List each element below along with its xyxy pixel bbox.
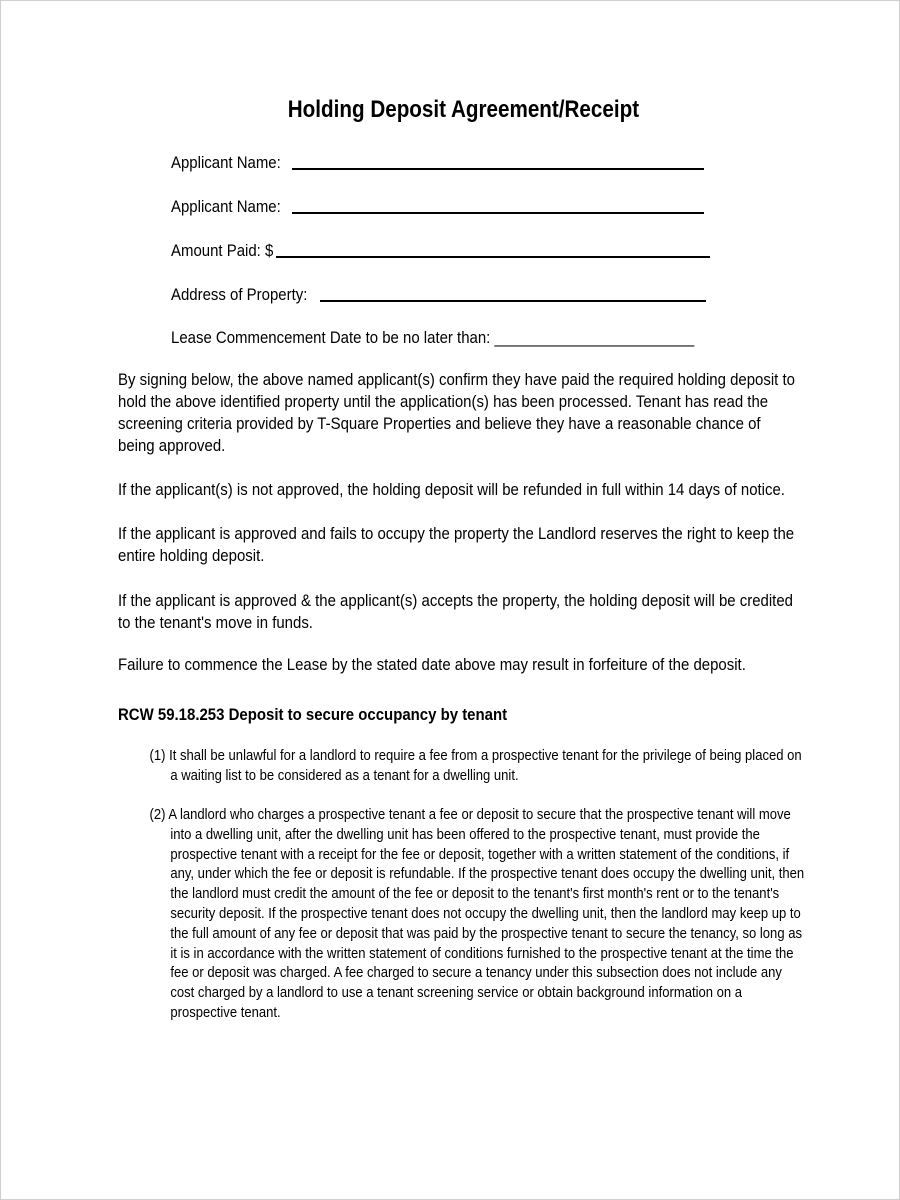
address-field	[171, 281, 706, 305]
paragraph-confirmation: By signing below, the above named applicant(s) confirm they have paid the required holding deposit to hold the above identified property until the application(s) has been processed. Tenant has read the screening criteria provided by T-Square Properties and believe they have a reasonable chance of being approved.	[118, 370, 795, 455]
amount-paid-label: Amount Paid: $	[171, 241, 274, 260]
lease-date-label: Lease Commencement Date to be no later than: ________________________	[171, 328, 695, 347]
applicant-name-label-2: Applicant Name:	[171, 197, 281, 216]
applicant-name-field-1	[171, 149, 704, 173]
statute-item-2	[146, 805, 807, 1023]
document-title: Holding Deposit Agreement/Receipt	[287, 96, 640, 123]
paragraph-fails-to-occupy: If the applicant is approved and fails to occupy the property the Landlord reserves the right to keep the entire holding deposit.	[118, 524, 795, 565]
applicant-name-line-2[interactable]	[292, 194, 704, 214]
statute-item-1	[146, 746, 807, 786]
lease-date-field	[171, 324, 766, 348]
applicant-name-label-1: Applicant Name:	[171, 153, 281, 172]
applicant-name-line-1[interactable]	[292, 150, 704, 170]
amount-paid-line[interactable]	[276, 238, 710, 258]
statute-item-2-number: (2)	[149, 806, 166, 823]
paragraph-not-approved: If the applicant(s) is not approved, the holding deposit will be refunded in full within 14 days of notice.	[118, 480, 785, 499]
address-line[interactable]	[320, 282, 706, 302]
applicant-name-field-2	[171, 193, 704, 217]
statute-item-1-text: (1) It shall be unlawful for a landlord to require a fee from a prospective tenant for the privilege of being placed on a waiting list to be considered as a tenant for a dwelling unit.	[149, 747, 802, 784]
statute-item-2-text: (2) A landlord who charges a prospective tenant a fee or deposit to secure that the prospective tenant will move into a dwelling unit, after the dwelling unit has been offered to the prospective tenant, must provide the prospective tenant with a receipt for the fee or deposit, together with a written statement of the conditions, if any, under which the fee or deposit is refundable. If the prospective tenant does occupy the dwelling unit, then the landlord must credit the amount of the fee or deposit to the tenant's first month's rent or to the tenant's security deposit. If the prospective tenant does not occupy the dwelling unit, then the landlord may keep up to the full amount of any fee or deposit that was paid by the prospective tenant to secure the tenancy, so long as it is in accordance with the written statement of conditions furnished to the prospective tenant at the time the fee or deposit was charged. A fee charged to secure a tenancy under this subsection does not include any cost charged by a landlord to use a tenant screening service or obtain background information on a prospective tenant.	[149, 806, 805, 1021]
statute-heading: RCW 59.18.253 Deposit to secure occupancy by tenant	[118, 705, 508, 724]
amount-paid-field	[171, 237, 710, 261]
statute-item-1-number: (1)	[149, 747, 166, 764]
address-label: Address of Property:	[171, 285, 308, 304]
paragraph-failure-to-commence: Failure to commence the Lease by the stated date above may result in forfeiture of the deposit.	[118, 655, 746, 674]
paragraph-accepts-property: If the applicant is approved & the applicant(s) accepts the property, the holding deposit will be credited to the tenant's move in funds.	[118, 591, 793, 632]
